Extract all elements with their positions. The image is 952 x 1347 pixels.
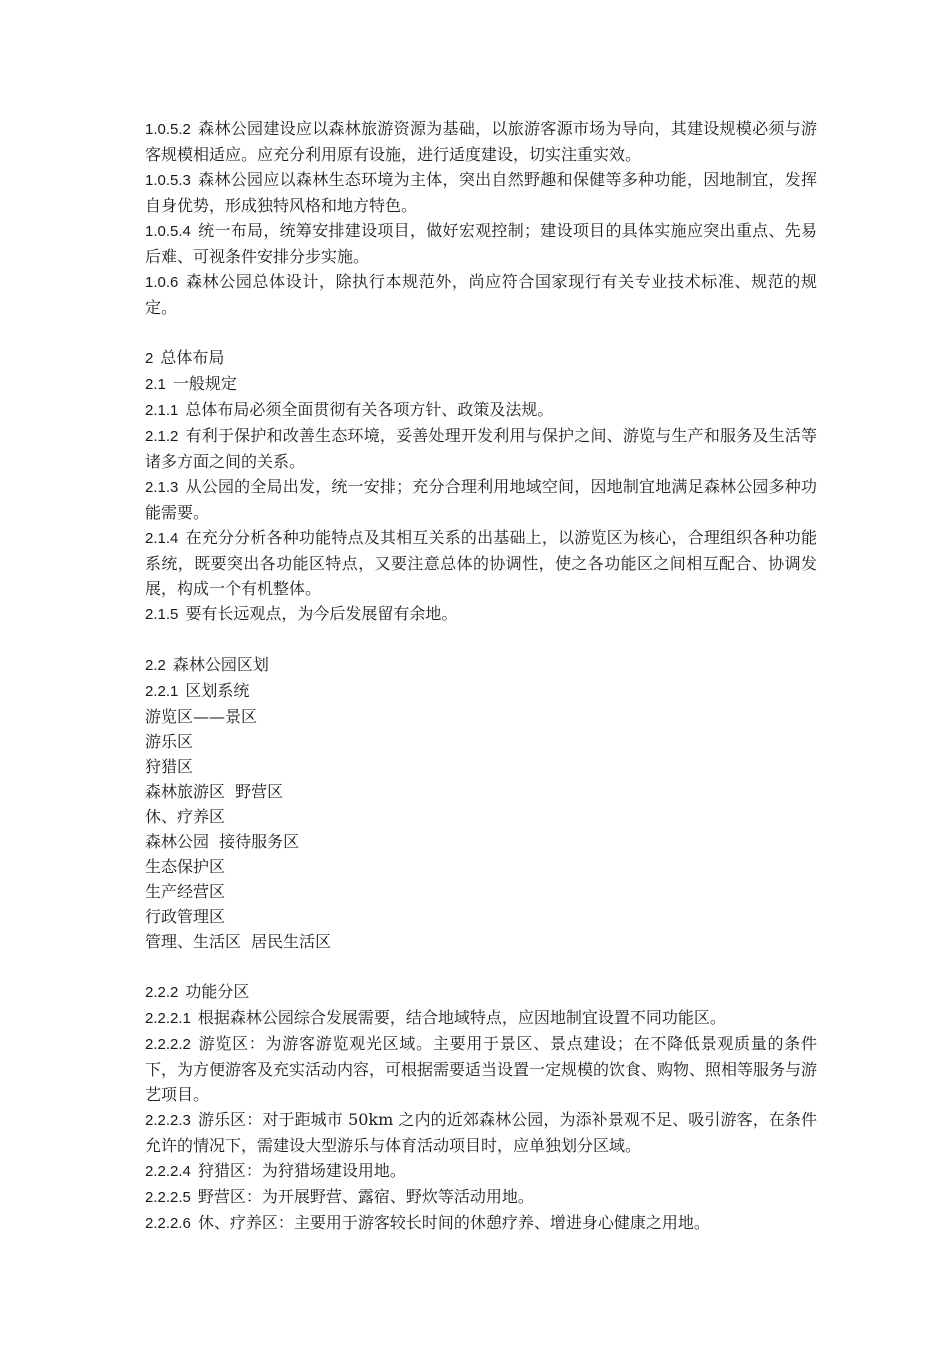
clause-text: 森林公园 接待服务区 [145, 832, 300, 851]
list-item [145, 729, 817, 754]
list-item [145, 754, 817, 779]
clause-paragraph [145, 525, 817, 601]
clause-paragraph [145, 218, 817, 269]
clause-paragraph [145, 371, 817, 397]
list-item [145, 779, 817, 804]
clause-paragraph [145, 269, 817, 320]
clause-number: 1.0.5.3 [145, 172, 191, 189]
paragraph-spacer [145, 954, 817, 979]
clause-paragraph [145, 979, 817, 1005]
paragraph-spacer [145, 320, 817, 345]
clause-number: 2.1 [145, 376, 166, 393]
clause-number: 2.1.4 [145, 530, 179, 547]
clause-text: 生产经营区 [145, 882, 226, 901]
clause-paragraph [145, 167, 817, 218]
clause-text: 游览区：为游客游览观光区域。主要用于景区、景点建设；在不降低景观质量的条件下，为方便游客及充实活动内容，可根据需要适当设置一定规模的饮食、购物、照相等服务与游艺项目。 [145, 1034, 818, 1104]
paragraph-spacer [145, 627, 817, 652]
list-item [145, 879, 817, 904]
clause-text: 根据森林公园综合发展需要，结合地域特点，应因地制宜设置不同功能区。 [197, 1008, 726, 1027]
list-item [145, 904, 817, 929]
clause-number: 2.2.2.5 [145, 1189, 191, 1206]
clause-paragraph [145, 345, 817, 371]
clause-paragraph [145, 652, 817, 678]
clause-number: 2.2.2.1 [145, 1010, 191, 1027]
clause-paragraph [145, 423, 817, 474]
list-item [145, 829, 817, 854]
clause-paragraph [145, 397, 817, 423]
clause-paragraph [145, 1031, 817, 1107]
clause-number: 2.1.5 [145, 606, 179, 623]
clause-text: 在充分分析各种功能特点及其相互关系的出基础上，以游览区为核心，合理组织各种功能系统，既要突出各功能区特点，又要注意总体的协调性，使之各功能区之间相互配合、协调发展，构成一个有机整体。 [145, 528, 817, 598]
clause-text: 行政管理区 [145, 907, 226, 926]
clause-text: 要有长远观点，为今后发展留有余地。 [185, 604, 458, 623]
clause-text: 森林公园区划 [172, 655, 269, 674]
clause-number: 2.2.2.3 [145, 1112, 191, 1129]
clause-text: 狩猎区 [145, 757, 194, 776]
clause-text: 一般规定 [172, 374, 237, 393]
clause-text: 游乐区：对于距城市 50km 之内的近郊森林公园，为添补景观不足、吸引游客，在条件允许的情况下，需建设大型游乐与体育活动项目时，应单独划分区域。 [145, 1110, 817, 1155]
list-item [145, 929, 817, 954]
clause-text: 生态保护区 [145, 857, 226, 876]
clause-text: 森林旅游区 野营区 [145, 782, 284, 801]
document-page [145, 116, 817, 1236]
clause-text: 总体布局必须全面贯彻有关各项方针、政策及法规。 [185, 400, 554, 419]
clause-number: 2.2.2.6 [145, 1215, 191, 1232]
clause-text: 野营区：为开展野营、露宿、野炊等活动用地。 [197, 1187, 534, 1206]
clause-text: 休、疗养区：主要用于游客较长时间的休憩疗养、增进身心健康之用地。 [197, 1213, 710, 1232]
clause-text: 狩猎区：为狩猎场建设用地。 [197, 1161, 406, 1180]
clause-text: 管理、生活区 居民生活区 [145, 932, 332, 951]
clause-paragraph [145, 678, 817, 704]
list-item [145, 854, 817, 879]
clause-number: 2.2.2.2 [145, 1036, 191, 1053]
list-item [145, 704, 817, 729]
clause-text: 区划系统 [185, 681, 250, 700]
clause-paragraph [145, 601, 817, 627]
clause-text: 游乐区 [145, 732, 194, 751]
clause-number: 1.0.5.2 [145, 121, 191, 138]
clause-text: 总体布局 [160, 348, 225, 367]
clause-text: 功能分区 [185, 982, 250, 1001]
clause-paragraph [145, 1158, 817, 1184]
list-item [145, 804, 817, 829]
clause-text: 有利于保护和改善生态环境，妥善处理开发利用与保护之间、游览与生产和服务及生活等诸多方面之间的关系。 [145, 426, 817, 471]
clause-text: 游览区——景区 [145, 707, 258, 726]
clause-number: 2 [145, 350, 154, 367]
clause-text: 从公园的全局出发，统一安排；充分合理利用地域空间，因地制宜地满足森林公园多种功能需要。 [145, 477, 817, 522]
clause-number: 2.1.2 [145, 428, 179, 445]
clause-number: 2.2 [145, 657, 166, 674]
clause-text: 森林公园应以森林生态环境为主体，突出自然野趣和保健等多种功能，因地制宜，发挥自身优势，形成独特风格和地方特色。 [145, 170, 817, 215]
clause-number: 1.0.6 [145, 274, 179, 291]
clause-number: 2.2.2.4 [145, 1163, 191, 1180]
clause-text: 统一布局，统筹安排建设项目，做好宏观控制；建设项目的具体实施应突出重点、先易后难、可视条件安排分步实施。 [145, 221, 817, 266]
clause-paragraph [145, 1005, 817, 1031]
clause-text: 森林公园总体设计，除执行本规范外，尚应符合国家现行有关专业技术标准、规范的规定。 [145, 272, 817, 317]
clause-text: 休、疗养区 [145, 807, 226, 826]
clause-paragraph [145, 116, 817, 167]
clause-number: 2.1.1 [145, 402, 179, 419]
clause-number: 2.2.2 [145, 984, 179, 1001]
clause-number: 2.2.1 [145, 683, 179, 700]
clause-paragraph [145, 1107, 817, 1158]
clause-text: 森林公园建设应以森林旅游资源为基础，以旅游客源市场为导向，其建设规模必须与游客规模相适应。应充分利用原有设施，进行适度建设，切实注重实效。 [145, 119, 817, 164]
clause-number: 2.1.3 [145, 479, 179, 496]
clause-number: 1.0.5.4 [145, 223, 191, 240]
clause-paragraph [145, 474, 817, 525]
clause-paragraph [145, 1184, 817, 1210]
clause-paragraph [145, 1210, 817, 1236]
